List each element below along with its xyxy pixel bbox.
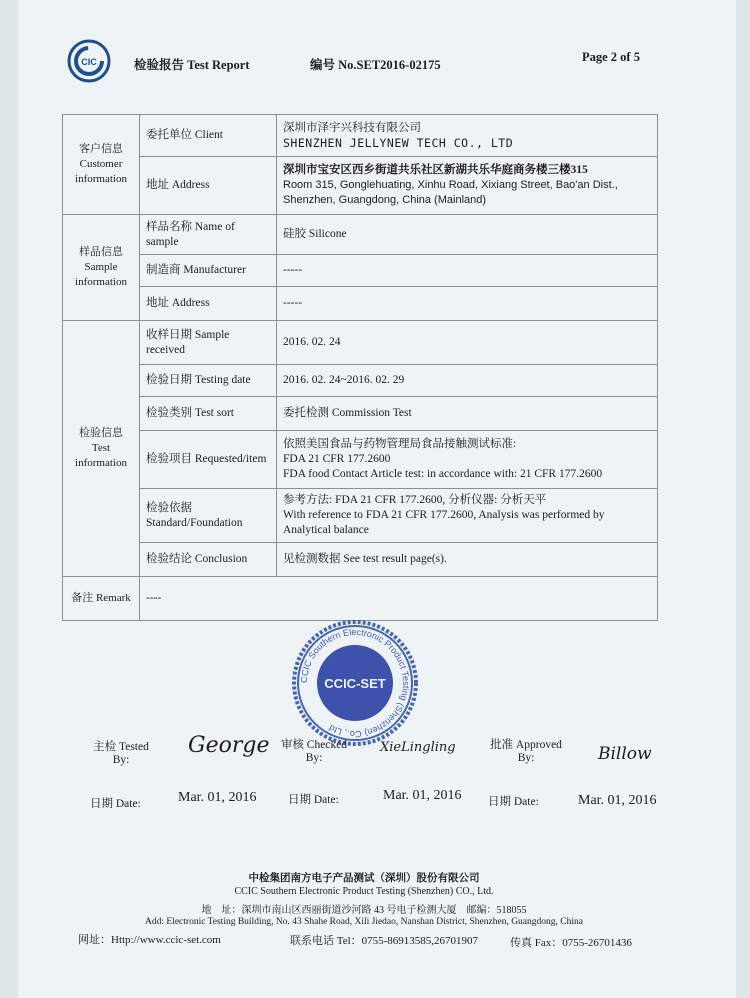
test-item-value xyxy=(277,431,658,489)
ccic-set-stamp xyxy=(292,620,418,746)
checked-by-signature: XieLingling xyxy=(380,740,456,755)
svg-text:CIC: CIC xyxy=(81,57,97,67)
testing-date-value: 2016. 02. 24~2016. 02. 29 xyxy=(277,365,658,397)
stamp-center-text: CCIC-SET xyxy=(324,676,386,691)
sample-address-label: 地址 Address xyxy=(140,287,277,321)
tested-by-signature: George xyxy=(188,733,270,758)
footer-phone: 联系电话 Tel：0755-86913585,26701907 xyxy=(290,935,479,947)
remark-value: ---- xyxy=(140,577,658,621)
tested-by-label: 主检 Tested By: xyxy=(93,741,149,766)
client-name-cn: 深圳市泽宇兴科技有限公司 xyxy=(283,121,421,134)
test-item-line-2: FDA 21 CFR 177.2600 xyxy=(283,453,391,465)
sample-address-value: ----- xyxy=(277,287,658,321)
customer-group-label: 客户信息 Customer information xyxy=(63,115,140,215)
remark-label: 备注 Remark xyxy=(63,577,140,621)
footer-company-cn: 中检集团南方电子产品测试（深圳）股份有限公司 xyxy=(248,873,480,884)
checked-date-value: Mar. 01, 2016 xyxy=(383,788,462,803)
foundation-label: 检验依据 Standard/Foundation xyxy=(140,489,277,543)
manufacturer-value: ----- xyxy=(277,255,658,287)
testing-date-label: 检验日期 Testing date xyxy=(140,365,277,397)
customer-address-cn: 深圳市宝安区西乡街道共乐社区新湖共乐华庭商务楼三楼315 xyxy=(283,164,588,176)
manufacturer-label: 制造商 Manufacturer xyxy=(140,255,277,287)
approved-date-value: Mar. 01, 2016 xyxy=(578,793,657,808)
approved-date-label: 日期 Date: xyxy=(488,796,539,808)
foundation-line-1: 参考方法: FDA 21 CFR 177.2600, 分析仪器: 分析天平 xyxy=(283,494,547,506)
test-item-line-1: 依照美国食品与药物管理局食品接触测试标准: xyxy=(283,438,517,450)
foundation-value xyxy=(277,489,658,543)
conclusion-label: 检验结论 Conclusion xyxy=(140,543,277,577)
page-info: Page 2 of 5 xyxy=(582,50,640,64)
report-title: 检验报告 Test Report xyxy=(134,58,250,72)
report-table xyxy=(62,114,658,621)
tested-date-label: 日期 Date: xyxy=(90,798,141,810)
report-number: 编号 No.SET2016-02175 xyxy=(310,58,441,72)
customer-address-en: Room 315, Gonglehuating, Xinhu Road, Xixiang Street, Bao'an Dist., Shenzhen, Guangdong, China (Mainland) xyxy=(283,179,618,206)
test-item-label: 检验项目 Requested/item xyxy=(140,431,277,489)
test-sort-value: 委托检测 Commission Test xyxy=(277,397,658,431)
sample-name-value: 硅胶 Silicone xyxy=(277,215,658,255)
tested-date-value: Mar. 01, 2016 xyxy=(178,790,257,805)
foundation-line-2: With reference to FDA 21 CFR 177.2600, Analysis was performed by Analytical balance xyxy=(283,509,605,536)
test-item-line-3: FDA food Contact Article test: in accordance with: 21 CFR 177.2600 xyxy=(283,468,603,480)
footer-website: 网址：Http://www.ccic-set.com xyxy=(78,934,221,946)
client-name-en: SHENZHEN JELLYNEW TECH CO., LTD xyxy=(283,135,514,150)
test-group-label: 检验信息 Test information xyxy=(63,321,140,577)
footer-company-en: CCIC Southern Electronic Product Testing (Shenzhen) CO., Ltd. xyxy=(234,886,494,897)
sample-name-label: 样品名称 Name of sample xyxy=(140,215,277,255)
sample-group-label: 样品信息 Sample information xyxy=(63,215,140,321)
conclusion-value: 见检测数据 See test result page(s). xyxy=(277,543,658,577)
footer-address-cn: 地 址：深圳市南山区西丽街道沙河路 43 号电子检测大厦 邮编：518055 xyxy=(201,905,527,916)
sample-received-label: 收样日期 Sample received xyxy=(140,321,277,365)
client-value xyxy=(277,115,658,157)
customer-address-label: 地址 Address xyxy=(140,157,277,215)
checked-by-label: 审核 Checked By: xyxy=(280,739,348,764)
approved-by-label: 批准 Approved By: xyxy=(490,739,562,764)
svg-text:CCIC Southern Electronic Produ: CCIC Southern Electronic Product Testing (Shenzhen) Co., Ltd xyxy=(298,626,412,740)
test-sort-label: 检验类别 Test sort xyxy=(140,397,277,431)
customer-address-value xyxy=(277,157,658,215)
approved-by-signature: Billow xyxy=(598,744,652,764)
client-label: 委托单位 Client xyxy=(140,115,277,157)
ccic-logo-icon xyxy=(66,38,112,84)
footer-address-en: Add: Electronic Testing Building, No. 43 Shahe Road, Xili Jiedao, Nanshan District, Shenzhen, Guangdong, China xyxy=(145,917,583,927)
footer-fax: 传真 Fax：0755-26701436 xyxy=(510,937,632,949)
sample-received-value: 2016. 02. 24 xyxy=(277,321,658,365)
checked-date-label: 日期 Date: xyxy=(288,794,339,806)
